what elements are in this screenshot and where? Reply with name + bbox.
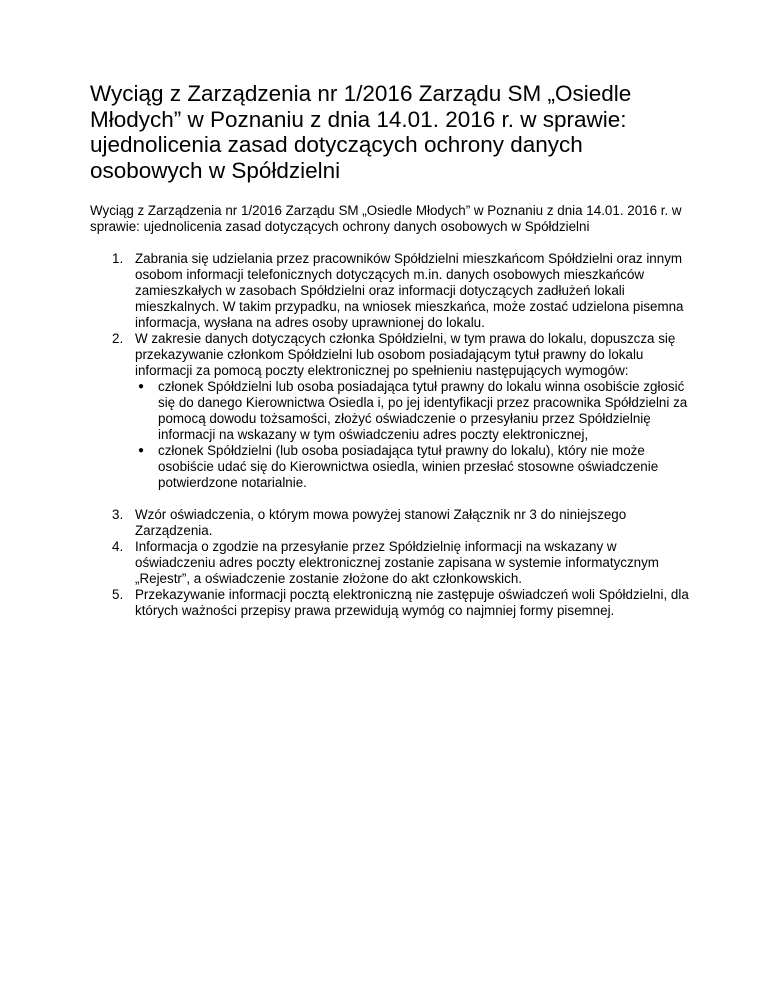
list-item-3 (90, 507, 690, 539)
list-item-number: 4. (112, 539, 124, 554)
bullet-icon: ● (138, 381, 145, 392)
list-item-number: 3. (112, 507, 124, 522)
requirement-item (135, 379, 690, 443)
requirement-text: członek Spółdzielni (lub osoba posiadająca tytuł prawny do lokalu), który nie może osobiście udać się do Kierownictwa osiedla, winien przesłać stosowne oświadczenie potwierdzone notarialnie. (158, 443, 659, 490)
list-item-text: Wzór oświadczenia, o którym mowa powyżej stanowi Załącznik nr 3 do niniejszego Zarządzenia. (135, 507, 627, 538)
list-item-5 (90, 587, 690, 619)
list-item-number: 2. (112, 331, 124, 346)
list-item-number: 5. (112, 587, 124, 602)
list-item-text: Przekazywanie informacji pocztą elektroniczną nie zastępuje oświadczeń woli Spółdzielni, dla których ważności przepisy prawa przewidują wymóg co najmniej formy pisemnej. (135, 587, 689, 618)
regulation-list (90, 251, 690, 619)
list-item-4 (90, 539, 690, 587)
list-item-text: Zabrania się udzielania przez pracowników Spółdzielni mieszkańcom Spółdzielni oraz innym osobom informacji telefonicznych dotyczących m.in. danych osobowych mieszkańców zamieszkałych w zasobach Spółdzielni oraz informacji dotyczących zadłużeń lokali mieszkalnych. W takim przypadku, na wniosek mieszkańca, może zostać udzielona pisemna informacja, wysłana na adres osoby uprawnionej do lokalu. (135, 251, 684, 330)
list-item-1 (90, 251, 690, 331)
intro-paragraph: Wyciąg z Zarządzenia nr 1/2016 Zarządu SM „Osiedle Młodych” w Poznaniu z dnia 14.01. 2016 r. w sprawie: ujednolicenia zasad dotyczących ochrony danych osobowych w Spółdzielni (90, 203, 682, 234)
list-item-text: Informacja o zgodzie na przesyłanie przez Spółdzielnię informacji na wskazany w oświadczeniu adres poczty elektronicznej zostanie zapisana w systemie informatycznym „Rejestr”, a oświadczenie zostanie złożone do akt członkowskich. (135, 539, 659, 586)
bullet-icon: ● (138, 445, 145, 456)
requirement-text: członek Spółdzielni lub osoba posiadająca tytuł prawny do lokalu winna osobiście zgłosić się do danego Kierownictwa Osiedla i, po jej identyfikacji przez pracownika Spółdzielni za pomocą dowodu tożsamości, złożyć oświadczenie o przesyłaniu przez Spółdzielnię informacji na wskazany w tym oświadczeniu adres poczty elektronicznej, (158, 379, 688, 442)
list-item-2 (90, 331, 690, 491)
list-item-text: W zakresie danych dotyczących członka Spółdzielni, w tym prawa do lokalu, dopuszcza się przekazywanie członkom Spółdzielni lub osobom posiadającym tytuł prawny do lokalu informacji za pomocą poczty elektronicznej po spełnieniu następujących wymogów: (135, 331, 676, 378)
document-title: Wyciąg z Zarządzenia nr 1/2016 Zarządu SM „Osiedle Młodych” w Poznaniu z dnia 14.01. 2016 r. w sprawie: ujednolicenia zasad dotyczących ochrony danych osobowych w Spółdzielni (90, 81, 632, 183)
document-page (90, 81, 690, 619)
requirement-item (135, 443, 690, 491)
list-item-number: 1. (112, 251, 124, 266)
requirements-list (135, 379, 690, 491)
